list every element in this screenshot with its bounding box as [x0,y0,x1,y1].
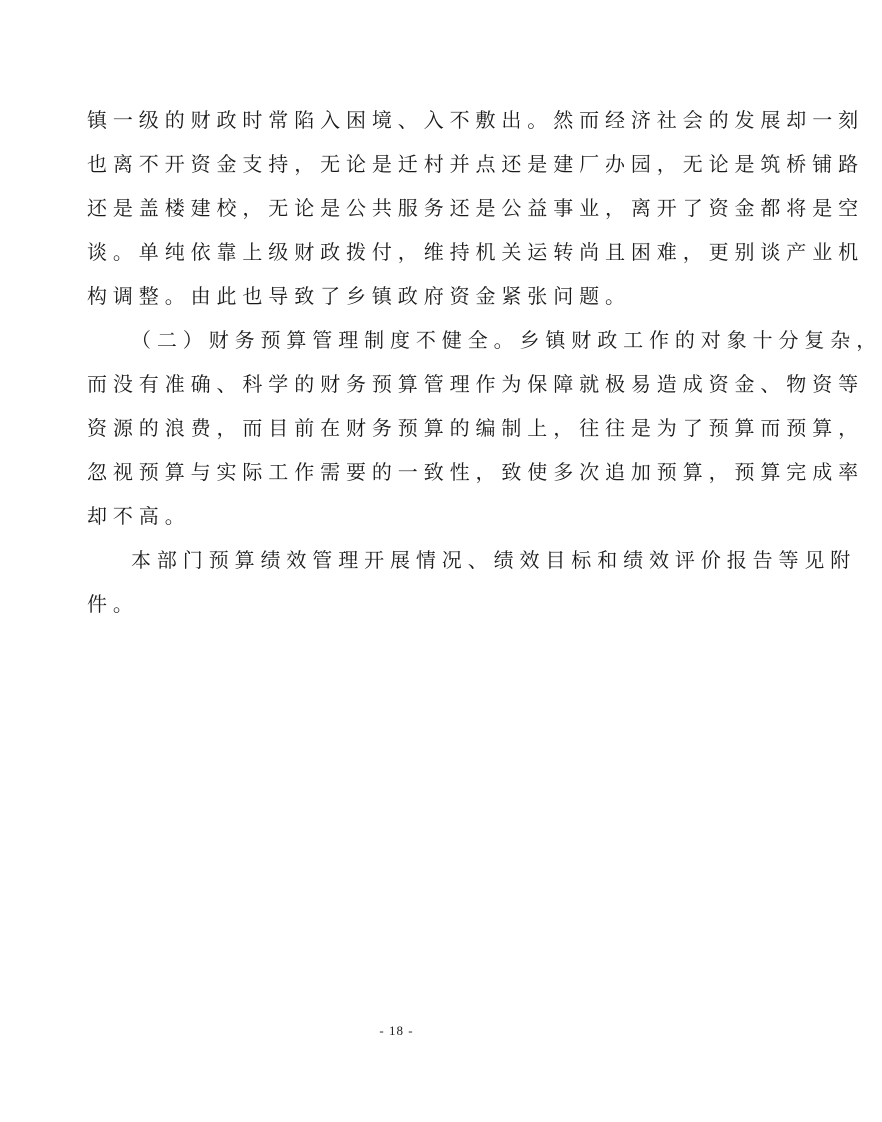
paragraph-2-line-5: 却不高。 [87,504,191,528]
paragraph-1-line-5: 构调整。由此也导致了乡镇政府资金紧张问题。 [87,284,631,308]
paragraph-2-line-4: 忽视预算与实际工作需要的一致性，致使多次追加预算，预算完成率 [87,460,864,484]
paragraph-1-line-3: 还是盖楼建校，无论是公共服务还是公益事业，离开了资金都将是空 [87,196,864,220]
paragraph-1-line-1: 镇一级的财政时常陷入困境、入不敷出。然而经济社会的发展却一刻 [87,108,864,132]
paragraph-1-line-2: 也离不开资金支持，无论是迁村并点还是建厂办园，无论是筑桥铺路 [87,152,864,176]
page-number: - 18 - [379,1023,414,1038]
paragraph-2-line-2: 而没有准确、科学的财务预算管理作为保障就极易造成资金、物资等 [87,372,864,396]
paragraph-1-line-4: 谈。单纯依靠上级财政拨付，维持机关运转尚且困难，更别谈产业机 [87,240,864,264]
paragraph-3-line-2: 件。 [87,592,139,616]
paragraph-3-line-1: 本部门预算绩效管理开展情况、绩效目标和绩效评价报告等见附 [131,548,857,572]
paragraph-2-line-1: （二）财务预算管理制度不健全。乡镇财政工作的对象十分复杂， [131,328,882,352]
paragraph-2-line-3: 资源的浪费，而目前在财务预算的编制上，往往是为了预算而预算， [87,416,864,440]
